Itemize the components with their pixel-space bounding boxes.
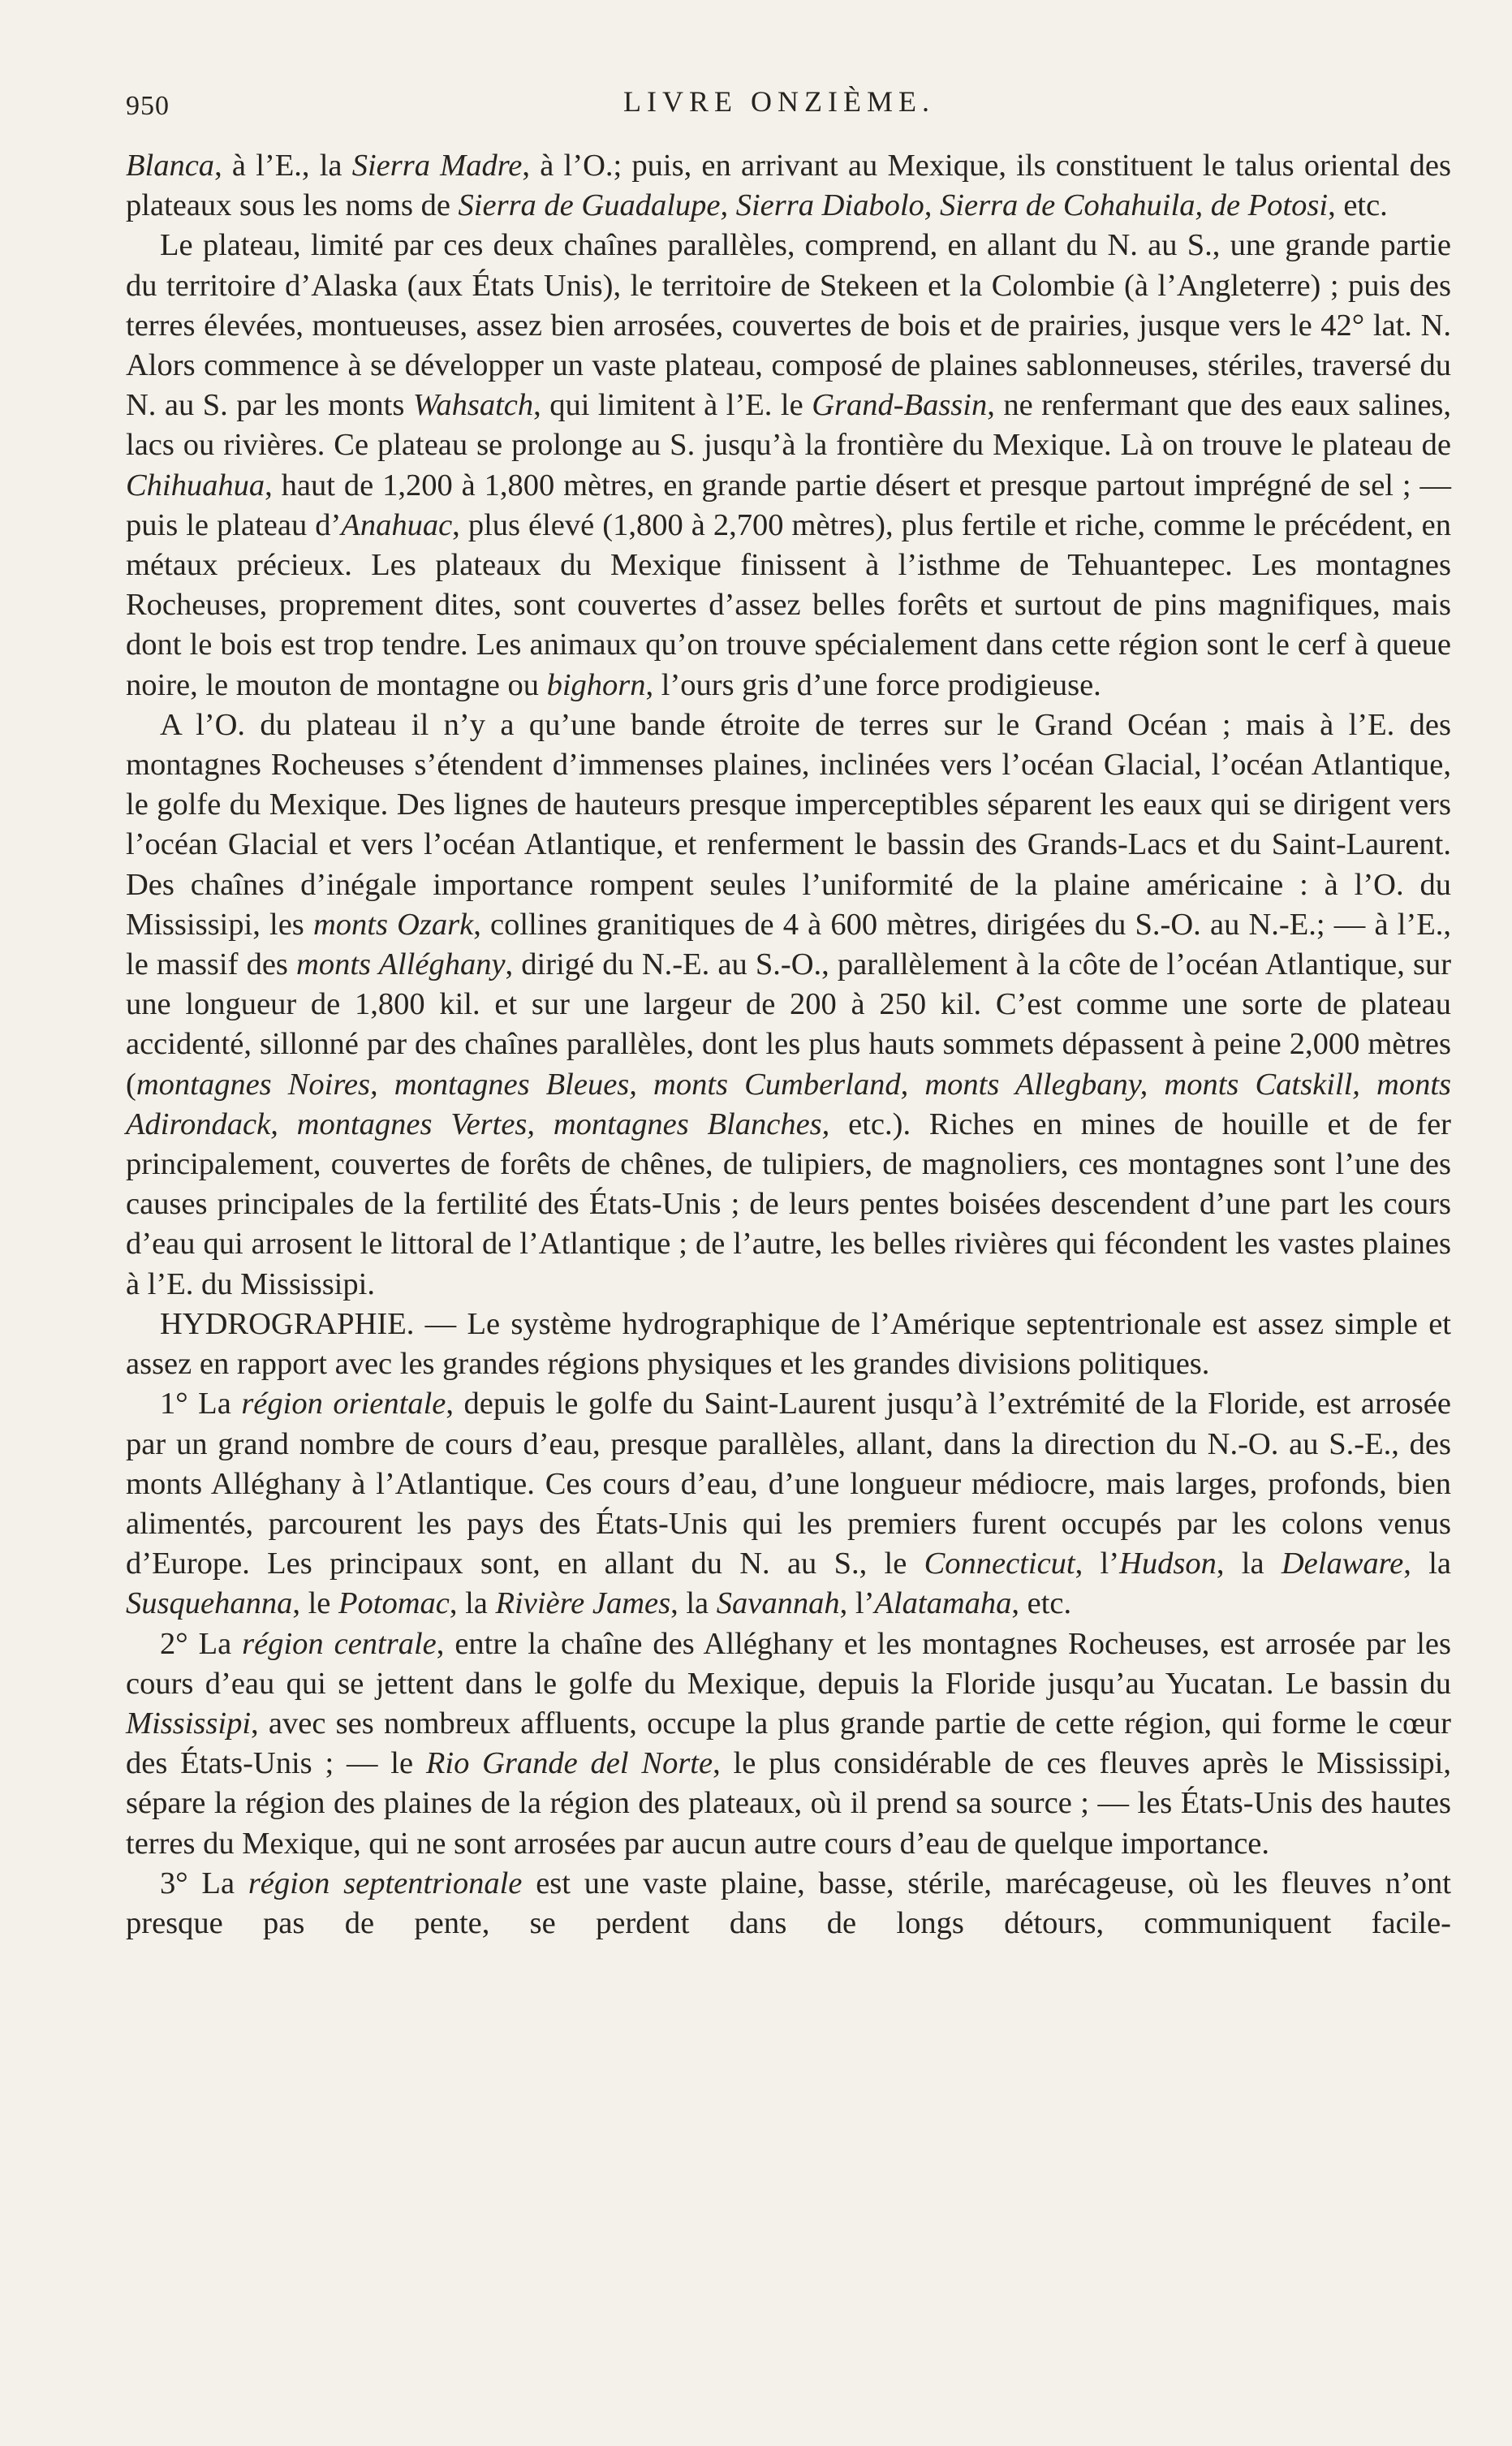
body-text xyxy=(126,146,1451,1943)
text-run: , etc. xyxy=(1011,1586,1072,1621)
text-run: , l’ xyxy=(839,1586,875,1621)
text-run: 2° La xyxy=(160,1626,243,1661)
italic-term: Alatamaha xyxy=(874,1586,1012,1621)
italic-term: Rivière James xyxy=(495,1586,671,1621)
paragraph xyxy=(126,705,1451,1305)
text-run: , à l’O.; puis, en arrivant au Mexique, ils constituent le talus oriental des plateaux sous les noms de xyxy=(126,149,1451,223)
paragraph xyxy=(126,226,1451,705)
text-run: , la xyxy=(1403,1547,1451,1581)
italic-term: bighorn xyxy=(546,667,646,702)
text-run: , le plus considérable de ces fleuves après le Mississipi, sépare la région des plaines de la région des plateaux, où il prend sa source ; — les États-Unis des hautes terres du Mexique, qui ne sont arrosées par aucun autre cours d’eau de quelque importance. xyxy=(126,1746,1451,1861)
italic-term: Mississipi xyxy=(126,1706,252,1741)
text-run: , dirigé du N.-E. au S.-O., parallèlement à la côte de l’océan Atlantique, sur une longueur de 1,800 kil. et sur une largeur de 200 à 250 kil. C’est comme une sorte de plateau accidenté, sillonné par des chaînes parallèles, dont les plus hauts sommets dépassent à peine 2,000 mètres ( xyxy=(126,947,1452,1102)
text-run: , depuis le golfe du Saint-Laurent jusqu’à l’extrémité de la Floride, est arrosée par un grand nombre de cours d’eau, presque parallèles, allant, dans la direction du N.-O. au S.-E., des monts Alléghany à l’Atlantique. Ces cours d’eau, d’une longueur médiocre, mais larges, profonds, bien alimentés, parcourent les pays des États-Unis qui les premiers furent occupés par les colons venus d’Europe. Les principaux sont, en allant du N. au S., le xyxy=(126,1387,1451,1581)
italic-term: région septentrionale xyxy=(248,1866,523,1900)
text-run: A l’O. du plateau il n’y a qu’une bande étroite de terres sur le Grand Océan ; mais à l’E. des montagnes Rocheuses s’étendent d’immenses plaines, inclinées vers l’océan Glacial, l’océan Atlantique, le golfe du Mexique. Des lignes de hauteurs presque imperceptibles séparent les eaux qui se dirigent vers l’océan Glacial et vers l’océan Atlantique, et renferment le bassin des Grands-Lacs et du Saint-Laurent. Des chaînes d’inégale importance rompent seules l’uniformité de la plaine américaine : à l’O. du Mississipi, les xyxy=(126,707,1451,942)
text-run: , collines granitiques de 4 à 600 mètres, dirigées du S.-O. au N.-E.; — à l’E., le massif des xyxy=(126,907,1452,982)
italic-term: Susquehanna xyxy=(126,1586,293,1621)
text-run: HYDROGRAPHIE. — Le système hydrographique de l’Amérique septentrionale est assez simple et assez en rapport avec les grandes régions physiques et les grandes divisions politiques. xyxy=(126,1306,1451,1382)
paragraph xyxy=(126,1305,1451,1384)
italic-term: Connecticut xyxy=(924,1547,1075,1581)
text-run: , avec ses nombreux affluents, occupe la plus grande partie de cette région, qui forme le cœur des États-Unis ; — le xyxy=(126,1706,1451,1781)
paragraph xyxy=(126,1624,1451,1864)
text-run: , haut de 1,200 à 1,800 mètres, en grande partie désert et presque partout imprégné de sel ; — puis le plateau d’ xyxy=(126,468,1451,542)
text-run: , etc. xyxy=(1328,188,1388,223)
italic-term: Hudson xyxy=(1119,1547,1217,1581)
paragraph xyxy=(126,146,1451,226)
italic-term: Wahsatch xyxy=(412,388,534,423)
text-run: etc.). Riches en mines de houille et de fer principalement, couvertes de forêts de chênes, de tulipiers, de magnoliers, ces montagnes sont l’une des causes principales de la fertilité des États-Unis ; de leurs pentes boisées descendent d’une part les cours d’eau qui arrosent le littoral de l’Atlantique ; de l’autre, les belles rivières qui fécondent les vastes plaines à l’E. du Mississipi. xyxy=(126,1107,1452,1301)
italic-term: Blanca xyxy=(126,149,215,183)
italic-term: Grand-Bassin xyxy=(812,388,988,423)
italic-term: monts Ozark xyxy=(312,907,474,942)
italic-term: Sierra Madre xyxy=(351,149,523,183)
italic-term: région orientale xyxy=(241,1387,446,1421)
text-run: Le plateau, limité par ces deux chaînes parallèles, comprend, en allant du N. au S., une grande partie du territoire d’Alaska (aux États Unis), le territoire de Stekeen et la Colombie (à l’Angleterre) ; puis des terres élevées, montueuses, assez bien arrosées, couvertes de bois et de prairies, jusque vers le 42° lat. N. Alors commence à se développer un vaste plateau, composé de plaines sablonneuses, stériles, traversé du N. au S. par les monts xyxy=(126,228,1451,423)
italic-term: Savannah xyxy=(716,1586,840,1621)
text-run: 3° La xyxy=(160,1866,248,1900)
text-run: , ne renfermant que des eaux salines, lacs ou rivières. Ce plateau se prolonge au S. jusqu’à la frontière du Mexique. Là on trouve le plateau de xyxy=(126,388,1452,463)
text-run: 1° La xyxy=(160,1387,242,1421)
italic-term: Potomac xyxy=(338,1586,450,1621)
italic-term: Rio Grande del Norte xyxy=(425,1746,713,1781)
text-run: , entre la chaîne des Alléghany et les montagnes Rocheuses, est arrosée par les cours d’eau qui se jettent dans le golfe du Mexique, depuis la Floride jusqu’au Yucatan. Le bassin du xyxy=(126,1626,1451,1701)
running-head: LIVRE ONZIÈME. xyxy=(623,85,935,118)
text-run: , la xyxy=(449,1586,496,1621)
page-number: 950 xyxy=(126,91,170,121)
italic-term: Delaware xyxy=(1281,1547,1404,1581)
text-run: , l’ xyxy=(1075,1547,1120,1581)
text-run: , à l’E., la xyxy=(214,149,352,183)
italic-term: montagnes Noires, montagnes Bleues, monts Cumberland, monts Allegbany, monts Catskill, monts Adirondack, montagnes Vertes, montagnes Blanches, xyxy=(126,1067,1451,1141)
italic-term: Anahuac xyxy=(341,507,453,542)
paragraph xyxy=(126,1384,1451,1624)
text-run: , le xyxy=(292,1586,338,1621)
italic-term: monts Alléghany xyxy=(296,947,506,982)
text-run: , la xyxy=(1216,1547,1282,1581)
italic-term: Sierra de Guadalupe, Sierra Diabolo, Sierra de Cohahuila, de Potosi xyxy=(458,188,1329,223)
text-run: , la xyxy=(670,1586,717,1621)
text-run: est une vaste plaine, basse, stérile, marécageuse, où les fleuves n’ont presque pas de pente, se perdent dans de longs détours, communiquent facile- xyxy=(126,1866,1451,1940)
text-run: , l’ours gris d’une force prodigieuse. xyxy=(645,667,1101,702)
italic-term: Chihuahua xyxy=(126,468,265,503)
italic-term: région centrale xyxy=(242,1626,437,1661)
text-run: , qui limitent à l’E. le xyxy=(533,388,812,423)
text-run: , plus élevé (1,800 à 2,700 mètres), plus fertile et riche, comme le précédent, en métaux précieux. Les plateaux du Mexique finissent à l’isthme de Tehuantepec. Les montagnes Rocheuses, proprement dites, sont couvertes d’assez belles forêts et surtout de pins magnifiques, mais dont le bois est trop tendre. Les animaux qu’on trouve spécialement dans cette région sont le cerf à queue noire, le mouton de montagne ou xyxy=(126,507,1451,702)
paragraph xyxy=(126,1864,1451,1943)
